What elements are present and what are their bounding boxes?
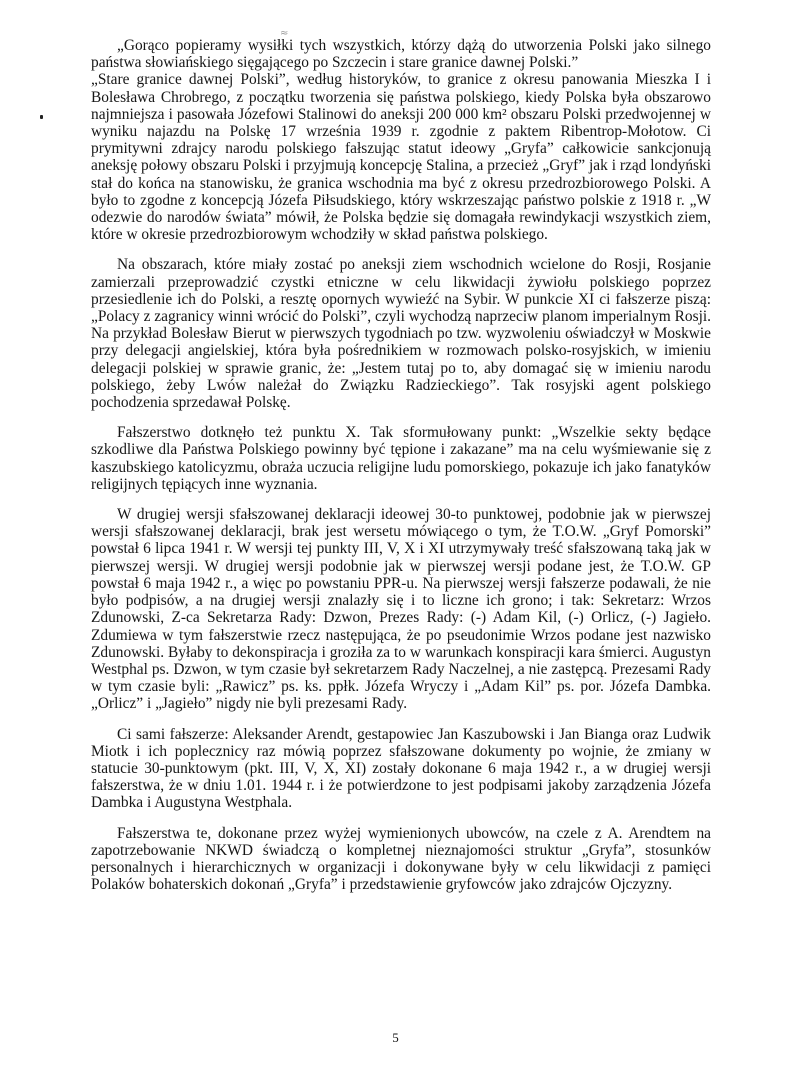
margin-dot-mark [40,115,43,119]
paragraph-forgers: Ci sami fałszerze: Aleksander Arendt, gestapowiec Jan Kaszubowski i Jan Bianga oraz Ludwik Miotk i ich poplecznicy raz mówią poprzez sfałszowane dokumenty po wojnie, że zmiany w statucie 30-punktowym (pkt. III, V, X, XI) zostały dokonane 6 maja 1942 r., a w drugiej wersji fałszerstwa, że w dniu 1.01. 1944 r. i że potwierdzone to jest podpisami jakoby zarządzenia Józefa Dambka i Augustyna Westphala. [91,725,711,812]
paragraph-quote: „Gorąco popieramy wysiłki tych wszystkich, którzy dążą do utworzenia Polski jako silnego państwa słowiańskiego sięgającego po Szczecin i stare granice dawnej Polski.” [91,37,711,72]
paragraph-second-version: W drugiej wersji sfałszowanej deklaracji ideowej 30-to punktowej, podobnie jak w pierwszej wersji sfałszowanej deklaracji, brak jest wersetu mówiącego o tym, że T.O.W. „Gryf Pomorski” powstał 6 lipca 1941 r. W wersji tej punkty III, V, X i XI utrzymywały treść sfałszowaną taką jak w pierwszej wersji. W drugiej wersji podobnie jak w pierwszej wersji podane jest, że T.O.W. GP powstał 6 maja 1942 r., a więc po powstaniu PPR-u. Na pierwszej wersji fałszerze podawali, że nie było podpisów, a na drugiej wersji znalazły się i to liczne ich grono; i tak: Sekretarz: Wrzos Zdunowski, Z-ca Sekretarza Rady: Dzwon, Prezes Rady: (-) Adam Kil, (-) Orlicz, (-) Jagieło. Zdumiewa w tym fałszerstwie rzecz następująca, że po pseudonimie Wrzos podane jest nazwisko Zdunowski. Byłaby to dekonspiracja i groziła za to w warunkach konspiracji kara śmierci. Augustyn Westphal ps. Dzwon, w tym czasie był sekretarzem Rady Naczelnej, a nie zastępcą. Prezesami Rady w tym czasie byli: „Rawicz” ps. ks. ppłk. Józefa Wryczy i „Adam Kil” ps. por. Józefa Dambka. „Orlicz” i „Jagieło” nigdy nie byli prezesami Rady. [91,506,711,713]
paragraph-old-borders: „Stare granice dawnej Polski”, według historyków, to granice z okresu panowania Mieszka I i Bolesława Chrobrego, z początku tworzenia się państwa polskiego, kiedy Polska była obszarowo najmniejsza i pasowała Józefowi Stalinowi do aneksji 200 000 km² obszaru Polski przedwojennej w wyniku najazdu na Polskę 17 września 1939 r. zgodnie z paktem Ribentrop-Mołotow. Ci prymitywni zdrajcy narodu polskiego fałszując statut ideowy „Gryfa” całkowicie sankcjonują aneksję połowy obszaru Polski i przyjmują koncepcję Stalina, a przecież „Gryf” jak i rząd londyński stał do końca na stanowisku, że granica wschodnia ma być z okresu przedrozbiorowego Polski. A było to zgodne z koncepcją Józefa Piłsudskiego, który wskrzeszając państwo polskie z 1918 r. „W odezwie do narodów świata” mówił, że Polska będzie się domagała rewindykacji wszystkich ziem, które w okresie przedrozbiorowym wchodziły w skład państwa polskiego. [91,71,711,244]
paragraph-conclusion: Fałszerstwa te, dokonane przez wyżej wymienionych ubowców, na czele z A. Arendtem na zapotrzebowanie NKWD świadczą o kompletnej nieznajomości struktur „Gryfa”, stosunków personalnych i hierarchicznych w organizacji i dokonywane były w celu likwidacji z pamięci Polaków bohaterskich dokonań „Gryfa” i przedstawienie gryfowców jako zdrajców Ojczyzny. [91,824,711,894]
paragraph-point-x: Fałszerstwo dotknęło też punktu X. Tak sformułowany punkt: „Wszelkie sekty będące szkodliwe dla Państwa Polskiego powinny być tępione i zakazane” ma na celu wyśmiewanie się z kaszubskiego katolicyzmu, obraża uczucia religijne ludu pomorskiego, pokazuje ich jako fanatyków religijnych tępiących inne wyznania. [91,424,711,493]
document-body [91,37,711,906]
paragraph-eastern-territories: Na obszarach, które miały zostać po aneksji ziem wschodnich wcielone do Rosji, Rosjanie zamierzali przeprowadzić czystki etniczne w celu likwidacji żywiołu polskiego poprzez przesiedlenie ich do Polski, a resztę opornych wywieźć na Sybir. W punkcie XI ci fałszerze piszą: „Polacy z zagranicy winni wrócić do Polski”, czyli wychodzą naprzeciw planom imperialnym Rosji. Na przykład Bolesław Bierut w pierwszych tygodniach po tzw. wyzwoleniu oświadczył w Moskwie przy delegacji angielskiej, która była pośrednikiem w rozmowach polsko-rosyjskich, w imieniu delegacji polskiej w sprawie granic, że: „Jestem tutaj po to, aby domagać się w imieniu narodu polskiego, żeby Lwów należał do Związku Radzieckiego”. Tak rosyjski agent polskiego pochodzenia sprzedawał Polskę. [91,256,711,412]
scan-artifact-mark: ≈ [280,28,289,39]
page-number: 5 [392,1030,399,1045]
